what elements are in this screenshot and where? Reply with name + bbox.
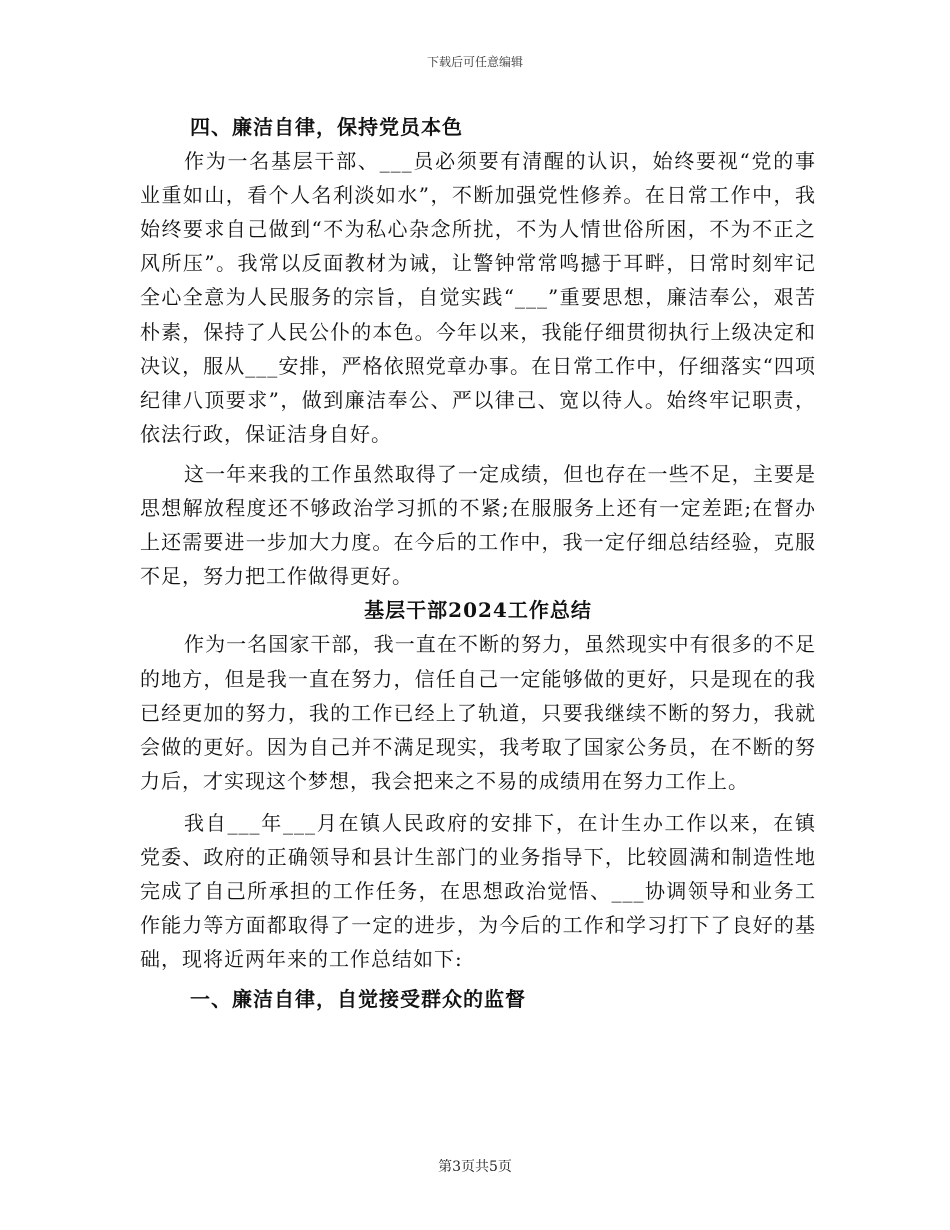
- document-title: 基层干部2024工作总结: [364, 598, 592, 623]
- section-heading: 一、廉洁自律，自觉接受群众的监督: [190, 987, 526, 1012]
- section-heading: 四、廉洁自律，保持党员本色: [190, 115, 463, 139]
- paragraph: 我自___年___月在镇人民政府的安排下，在计生办工作以来，在镇党委、政府的正确领导和县计生部门的业务指导下，比较圆满和制造性地完成了自己所承担的工作任务，在思想政治觉悟、___协调领导和业务工作能力等方面都取得了一定的进步，为今后的工作和学习打下了良好的基础，现将近两年来的工作总结如下:: [140, 810, 816, 972]
- paragraph: 这一年来我的工作虽然取得了一定成绩，但也存在一些不足，主要是思想解放程度还不够政治学习抓的不紧;在服服务上还有一定差距;在督办上还需要进一步加大力度。在今后的工作中，我一定仔细总结经验，克服不足，努力把工作做得更好。: [140, 461, 816, 589]
- paragraph: 作为一名国家干部，我一直在不断的努力，虽然现实中有很多的不足的地方，但是我一直在努力，信任自己一定能够做的更好，只是现在的我已经更加的努力，我的工作已经上了轨道，只要我继续不断的努力，我就会做的更好。因为自己并不满足现实，我考取了国家公务员，在不断的努力后，才实现这个梦想，我会把来之不易的成绩用在努力工作上。: [140, 632, 816, 793]
- page-number: 第3页共5页: [438, 1159, 512, 1175]
- document-body: [140, 110, 816, 1016]
- page-header: 下载后可任意编辑: [426, 55, 523, 69]
- paragraph: 作为一名基层干部、___员必须要有清醒的认识，始终要视“党的事业重如山，看个人名利淡如水”，不断加强党性修养。在日常工作中，我始终要求自己做到“不为私心杂念所扰，不为人情世俗所困，不为不正之风所压”。我常以反面教材为诫，让警钟常常鸣撼于耳畔，日常时刻牢记全心全意为人民服务的宗旨，自觉实践“___”重要思想，廉洁奉公，艰苦朴素，保持了人民公仆的本色。今年以来，我能仔细贯彻执行上级决定和决议，服从___安排，严格依照党章办事。在日常工作中，仔细落实“四项纪律八顶要求”，做到廉洁奉公、严以律己、宽以待人。始终牢记职责，依法行政，保证洁身自好。: [140, 149, 816, 446]
